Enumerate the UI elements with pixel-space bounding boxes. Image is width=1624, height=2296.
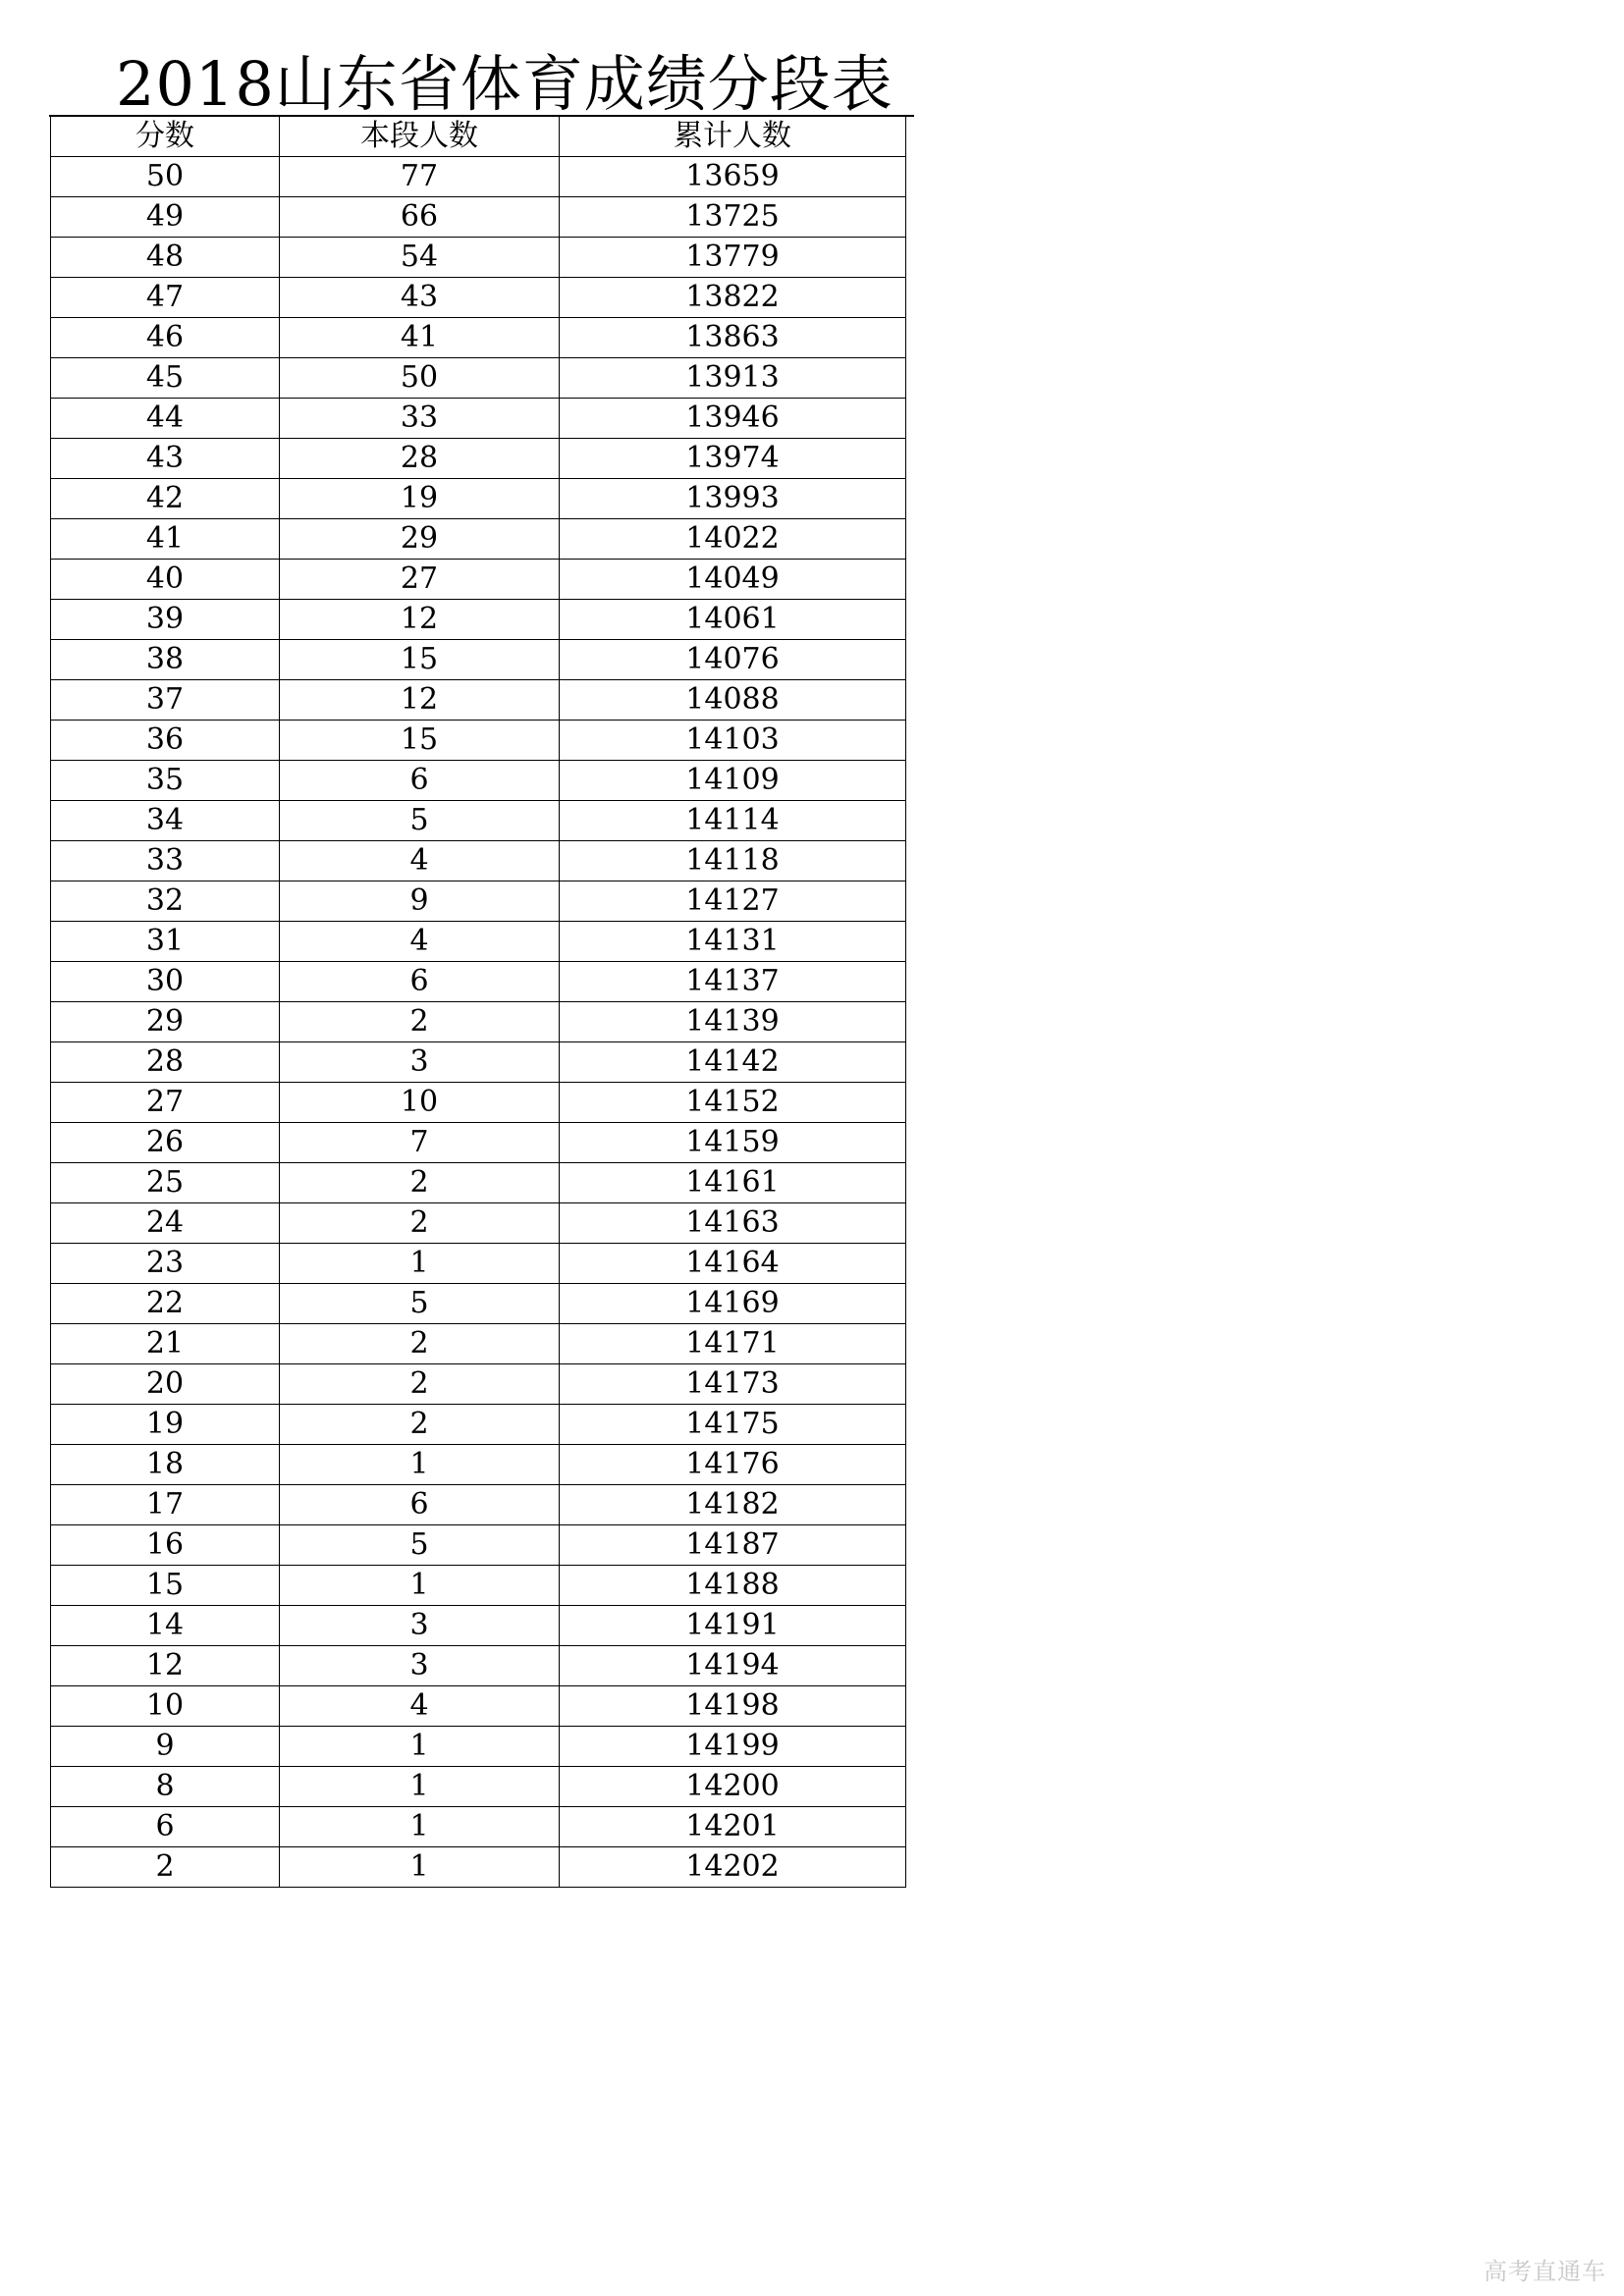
cell-score: 42 xyxy=(51,479,280,519)
cell-cumulative-count: 14199 xyxy=(560,1727,906,1767)
cell-cumulative-count: 14152 xyxy=(560,1083,906,1123)
cell-score: 24 xyxy=(51,1203,280,1244)
cell-cumulative-count: 14169 xyxy=(560,1284,906,1324)
cell-cumulative-count: 14142 xyxy=(560,1042,906,1083)
cell-cumulative-count: 14137 xyxy=(560,962,906,1002)
cell-segment-count: 54 xyxy=(280,238,560,278)
cell-segment-count: 19 xyxy=(280,479,560,519)
cell-cumulative-count: 14061 xyxy=(560,600,906,640)
cell-cumulative-count: 14164 xyxy=(560,1244,906,1284)
cell-cumulative-count: 14103 xyxy=(560,721,906,761)
cell-segment-count: 43 xyxy=(280,278,560,318)
cell-score: 50 xyxy=(51,157,280,197)
cell-segment-count: 1 xyxy=(280,1807,560,1847)
table-row xyxy=(51,560,906,600)
cell-score: 41 xyxy=(51,519,280,560)
table-row xyxy=(51,1807,906,1847)
cell-score: 8 xyxy=(51,1767,280,1807)
cell-cumulative-count: 14194 xyxy=(560,1646,906,1686)
table-row xyxy=(51,1646,906,1686)
cell-score: 37 xyxy=(51,680,280,721)
cell-segment-count: 28 xyxy=(280,439,560,479)
table-row xyxy=(51,761,906,801)
cell-score: 47 xyxy=(51,278,280,318)
table-row xyxy=(51,318,906,358)
cell-score: 12 xyxy=(51,1646,280,1686)
table-header-row xyxy=(51,117,906,157)
cell-segment-count: 66 xyxy=(280,197,560,238)
cell-cumulative-count: 13946 xyxy=(560,399,906,439)
cell-cumulative-count: 13659 xyxy=(560,157,906,197)
cell-score: 38 xyxy=(51,640,280,680)
cell-score: 30 xyxy=(51,962,280,1002)
cell-cumulative-count: 14088 xyxy=(560,680,906,721)
cell-cumulative-count: 14118 xyxy=(560,841,906,881)
table-row xyxy=(51,600,906,640)
cell-score: 26 xyxy=(51,1123,280,1163)
table-row xyxy=(51,1606,906,1646)
table-row xyxy=(51,197,906,238)
cell-segment-count: 29 xyxy=(280,519,560,560)
cell-cumulative-count: 13863 xyxy=(560,318,906,358)
cell-score: 35 xyxy=(51,761,280,801)
cell-score: 29 xyxy=(51,1002,280,1042)
cell-score: 15 xyxy=(51,1566,280,1606)
cell-segment-count: 4 xyxy=(280,1686,560,1727)
cell-cumulative-count: 14191 xyxy=(560,1606,906,1646)
table-row xyxy=(51,278,906,318)
watermark-text: 高考直通车 xyxy=(1484,2258,1606,2285)
cell-score: 16 xyxy=(51,1525,280,1566)
cell-segment-count: 2 xyxy=(280,1203,560,1244)
cell-segment-count: 4 xyxy=(280,841,560,881)
cell-segment-count: 12 xyxy=(280,680,560,721)
cell-segment-count: 33 xyxy=(280,399,560,439)
cell-score: 32 xyxy=(51,881,280,922)
cell-cumulative-count: 14188 xyxy=(560,1566,906,1606)
cell-segment-count: 7 xyxy=(280,1123,560,1163)
table-row xyxy=(51,358,906,399)
cell-score: 39 xyxy=(51,600,280,640)
table-row xyxy=(51,1566,906,1606)
cell-segment-count: 10 xyxy=(280,1083,560,1123)
cell-segment-count: 1 xyxy=(280,1847,560,1888)
cell-cumulative-count: 14114 xyxy=(560,801,906,841)
cell-score: 49 xyxy=(51,197,280,238)
table-body xyxy=(51,157,906,1888)
cell-cumulative-count: 14139 xyxy=(560,1002,906,1042)
cell-segment-count: 2 xyxy=(280,1364,560,1405)
cell-segment-count: 9 xyxy=(280,881,560,922)
cell-segment-count: 5 xyxy=(280,801,560,841)
cell-score: 21 xyxy=(51,1324,280,1364)
table-row xyxy=(51,1123,906,1163)
cell-segment-count: 27 xyxy=(280,560,560,600)
cell-segment-count: 1 xyxy=(280,1445,560,1485)
column-header-segment-count: 本段人数 xyxy=(280,117,560,157)
cell-cumulative-count: 14176 xyxy=(560,1445,906,1485)
cell-score: 23 xyxy=(51,1244,280,1284)
cell-segment-count: 5 xyxy=(280,1284,560,1324)
cell-cumulative-count: 14049 xyxy=(560,560,906,600)
cell-segment-count: 4 xyxy=(280,922,560,962)
cell-score: 28 xyxy=(51,1042,280,1083)
cell-score: 43 xyxy=(51,439,280,479)
cell-segment-count: 77 xyxy=(280,157,560,197)
table-row xyxy=(51,680,906,721)
cell-score: 10 xyxy=(51,1686,280,1727)
cell-segment-count: 6 xyxy=(280,962,560,1002)
cell-cumulative-count: 14175 xyxy=(560,1405,906,1445)
table-row xyxy=(51,1727,906,1767)
cell-cumulative-count: 14109 xyxy=(560,761,906,801)
cell-segment-count: 15 xyxy=(280,640,560,680)
cell-cumulative-count: 13822 xyxy=(560,278,906,318)
table-row xyxy=(51,721,906,761)
table-row xyxy=(51,1847,906,1888)
column-header-cumulative-count: 累计人数 xyxy=(560,117,906,157)
table-row xyxy=(51,1445,906,1485)
cell-cumulative-count: 14171 xyxy=(560,1324,906,1364)
cell-score: 22 xyxy=(51,1284,280,1324)
cell-cumulative-count: 13779 xyxy=(560,238,906,278)
table-row xyxy=(51,1284,906,1324)
column-header-score: 分数 xyxy=(51,117,280,157)
cell-cumulative-count: 13974 xyxy=(560,439,906,479)
cell-segment-count: 2 xyxy=(280,1324,560,1364)
table-row xyxy=(51,1083,906,1123)
table-row xyxy=(51,519,906,560)
cell-cumulative-count: 14127 xyxy=(560,881,906,922)
cell-score: 36 xyxy=(51,721,280,761)
cell-segment-count: 41 xyxy=(280,318,560,358)
table-row xyxy=(51,1405,906,1445)
cell-score: 31 xyxy=(51,922,280,962)
cell-segment-count: 15 xyxy=(280,721,560,761)
table-row xyxy=(51,479,906,519)
table-row xyxy=(51,1324,906,1364)
table-row xyxy=(51,640,906,680)
cell-cumulative-count: 13993 xyxy=(560,479,906,519)
cell-score: 34 xyxy=(51,801,280,841)
cell-score: 20 xyxy=(51,1364,280,1405)
table-row xyxy=(51,801,906,841)
table-row xyxy=(51,157,906,197)
cell-segment-count: 12 xyxy=(280,600,560,640)
cell-cumulative-count: 14187 xyxy=(560,1525,906,1566)
cell-segment-count: 50 xyxy=(280,358,560,399)
cell-segment-count: 3 xyxy=(280,1606,560,1646)
table-row xyxy=(51,1364,906,1405)
table-row xyxy=(51,1525,906,1566)
cell-cumulative-count: 14173 xyxy=(560,1364,906,1405)
cell-segment-count: 2 xyxy=(280,1163,560,1203)
cell-score: 6 xyxy=(51,1807,280,1847)
cell-score: 25 xyxy=(51,1163,280,1203)
cell-segment-count: 5 xyxy=(280,1525,560,1566)
cell-segment-count: 6 xyxy=(280,761,560,801)
cell-segment-count: 3 xyxy=(280,1042,560,1083)
cell-score: 18 xyxy=(51,1445,280,1485)
table-row xyxy=(51,1485,906,1525)
table-row xyxy=(51,439,906,479)
cell-score: 9 xyxy=(51,1727,280,1767)
cell-score: 44 xyxy=(51,399,280,439)
table-row xyxy=(51,1203,906,1244)
page-title: 2018山东省体育成绩分段表 xyxy=(116,48,893,120)
table-row xyxy=(51,881,906,922)
cell-score: 40 xyxy=(51,560,280,600)
cell-cumulative-count: 14159 xyxy=(560,1123,906,1163)
table-row xyxy=(51,1767,906,1807)
cell-cumulative-count: 14131 xyxy=(560,922,906,962)
cell-score: 19 xyxy=(51,1405,280,1445)
table-row xyxy=(51,238,906,278)
cell-segment-count: 2 xyxy=(280,1405,560,1445)
cell-score: 2 xyxy=(51,1847,280,1888)
cell-cumulative-count: 14182 xyxy=(560,1485,906,1525)
table-row xyxy=(51,962,906,1002)
cell-cumulative-count: 14022 xyxy=(560,519,906,560)
cell-score: 45 xyxy=(51,358,280,399)
table-row xyxy=(51,1163,906,1203)
score-distribution-table xyxy=(50,116,906,1888)
cell-score: 48 xyxy=(51,238,280,278)
cell-segment-count: 2 xyxy=(280,1002,560,1042)
cell-segment-count: 3 xyxy=(280,1646,560,1686)
cell-cumulative-count: 14076 xyxy=(560,640,906,680)
cell-score: 14 xyxy=(51,1606,280,1646)
table-row xyxy=(51,841,906,881)
cell-score: 17 xyxy=(51,1485,280,1525)
cell-cumulative-count: 13913 xyxy=(560,358,906,399)
table-row xyxy=(51,1686,906,1727)
cell-score: 27 xyxy=(51,1083,280,1123)
cell-segment-count: 1 xyxy=(280,1566,560,1606)
cell-segment-count: 6 xyxy=(280,1485,560,1525)
table-row xyxy=(51,1042,906,1083)
cell-score: 46 xyxy=(51,318,280,358)
cell-segment-count: 1 xyxy=(280,1244,560,1284)
cell-cumulative-count: 14161 xyxy=(560,1163,906,1203)
cell-cumulative-count: 14198 xyxy=(560,1686,906,1727)
cell-cumulative-count: 14201 xyxy=(560,1807,906,1847)
cell-cumulative-count: 13725 xyxy=(560,197,906,238)
table-row xyxy=(51,922,906,962)
cell-cumulative-count: 14202 xyxy=(560,1847,906,1888)
cell-cumulative-count: 14163 xyxy=(560,1203,906,1244)
cell-segment-count: 1 xyxy=(280,1727,560,1767)
cell-cumulative-count: 14200 xyxy=(560,1767,906,1807)
cell-score: 33 xyxy=(51,841,280,881)
cell-segment-count: 1 xyxy=(280,1767,560,1807)
table-row xyxy=(51,1002,906,1042)
table-row xyxy=(51,399,906,439)
table-row xyxy=(51,1244,906,1284)
